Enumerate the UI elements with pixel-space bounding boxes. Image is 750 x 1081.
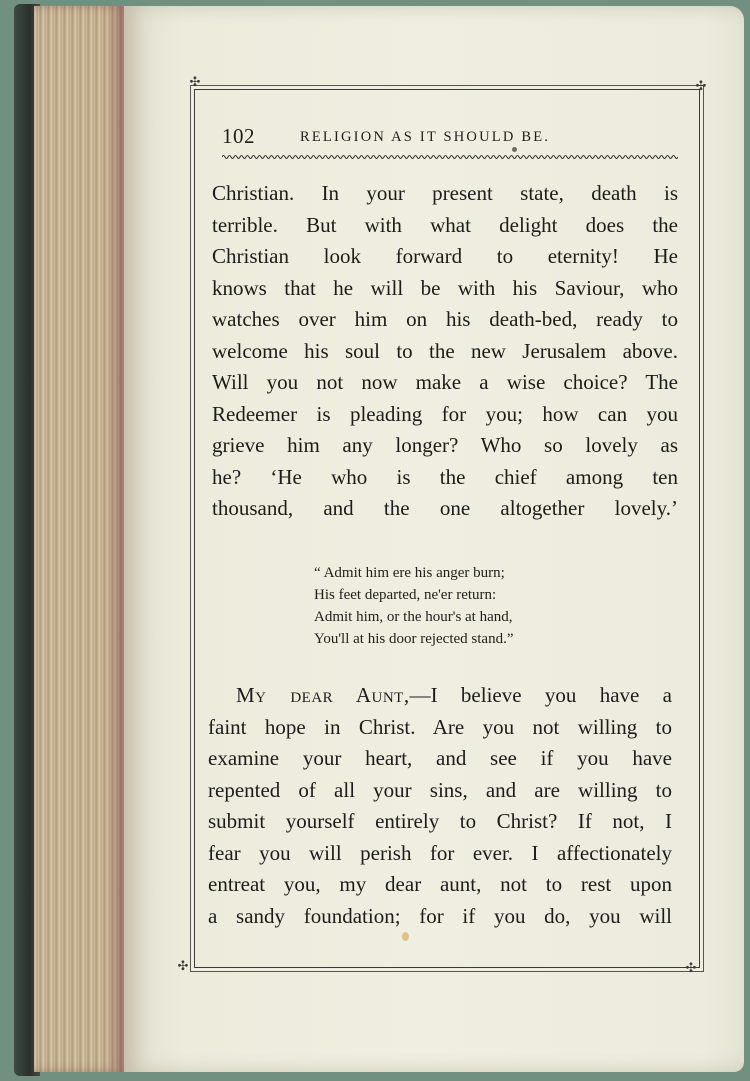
text-line: Christian look forward to eternity! He bbox=[212, 244, 678, 268]
verse-line: Admit him, or the hour's at hand, bbox=[314, 609, 513, 625]
corner-ornament-icon: ✣ bbox=[177, 959, 189, 974]
text-line: knows that he will be with his Saviour, who bbox=[212, 275, 678, 300]
running-head bbox=[222, 124, 678, 152]
letter-first-line-text: —I believe you have a bbox=[409, 683, 673, 707]
text-line: watches over him on his death-bed, ready to bbox=[212, 307, 678, 331]
page-edges bbox=[34, 6, 126, 1072]
text-line: faint hope in Christ. Are you not willing to bbox=[208, 714, 672, 739]
text-line: thousand, and the one altogether lovely.’ bbox=[212, 496, 678, 520]
wavy-rule bbox=[222, 153, 678, 161]
verse-line: “ Admit him ere his anger burn; bbox=[314, 565, 505, 581]
text-line: terrible. But with what delight does the bbox=[212, 212, 678, 237]
page-number: 102 bbox=[222, 124, 255, 148]
salutation: My dear Aunt, bbox=[236, 683, 410, 707]
letter-paragraph bbox=[208, 680, 672, 932]
text-line: he? ‘He who is the chief among ten bbox=[212, 464, 678, 489]
text-line: entreat you, my dear aunt, not to rest upon bbox=[208, 872, 672, 896]
text-line: fear you will perish for ever. I affectionately bbox=[208, 840, 672, 865]
letter-first-line bbox=[208, 680, 672, 712]
body-paragraph bbox=[212, 178, 678, 525]
verse-line: His feet departed, ne'er return: bbox=[314, 587, 497, 603]
corner-ornament-icon: ✣ bbox=[189, 75, 201, 90]
text-line: repented of all your sins, and are willing to bbox=[208, 777, 672, 802]
corner-ornament-icon: ✣ bbox=[685, 961, 697, 976]
text-line: welcome his soul to the new Jerusalem above. bbox=[212, 338, 678, 363]
text-line: Will you not now make a wise choice? The bbox=[212, 370, 678, 394]
verse-line: You'll at his door rejected stand.” bbox=[314, 631, 514, 647]
text-line: Redeemer is pleading for you; how can you bbox=[212, 401, 678, 426]
paper-stain bbox=[402, 932, 409, 941]
paper-stain bbox=[512, 147, 517, 152]
text-line: submit yourself entirely to Christ? If not, I bbox=[208, 809, 672, 833]
verse-quote bbox=[314, 562, 614, 650]
text-line: examine your heart, and see if you have bbox=[208, 746, 672, 770]
text-line: a sandy foundation; for if you do, you will bbox=[208, 903, 672, 928]
corner-ornament-icon: ✣ bbox=[695, 79, 707, 94]
text-line: grieve him any longer? Who so lovely as bbox=[212, 433, 678, 457]
running-title: RELIGION AS IT SHOULD BE. bbox=[300, 129, 551, 145]
text-line: Christian. In your present state, death is bbox=[212, 181, 678, 205]
